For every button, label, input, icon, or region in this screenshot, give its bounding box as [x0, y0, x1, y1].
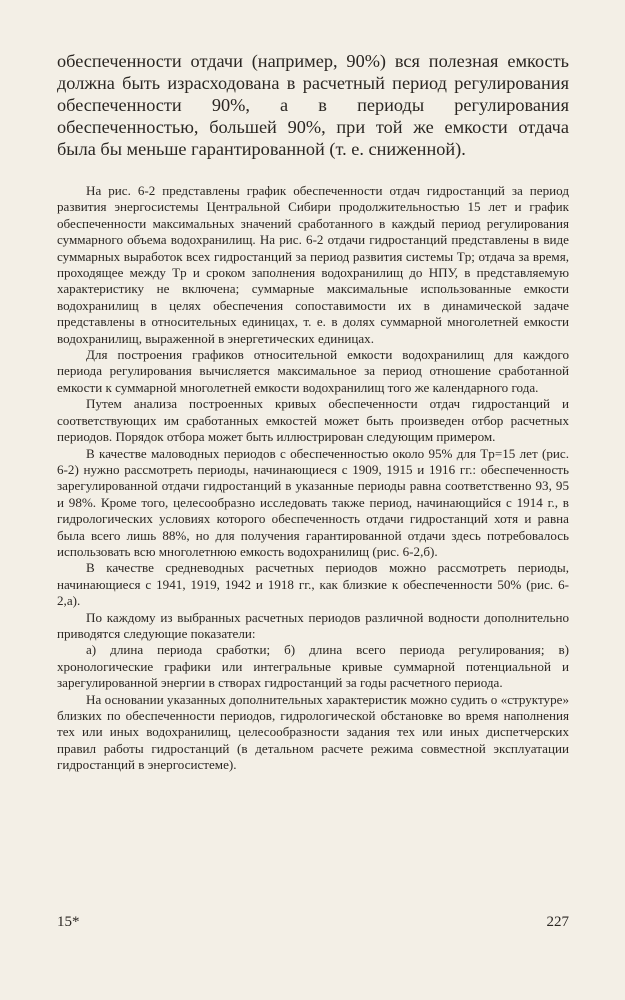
signature-mark: 15* [57, 914, 80, 930]
paragraph: На основании указанных дополнительных характеристик можно судить о «структуре» близких по обеспеченности периодов, гидрологической обстановке во время наполнения тех или иных водохранилищ, целесообразности задания тех или иных диспетчерских правил работы гидростанций (в детальном расчете режима совместной эксплуатации гидростанций в энергосистеме). [57, 691, 569, 773]
paragraph: На рис. 6-2 представлены график обеспеченности отдач гидростанций за период развития энергосистемы Центральной Сибири продолжительностью 15 лет и график обеспеченности максимальных значений сработанного в каждый период регулирования суммарного объема водохранилищ. На рис. 6-2 отдачи гидростанций представлены в виде суммарных выработок всех гидростанций за период развития системы Tр; отдача за время, проходящее между Tр и сроком заполнения водохранилищ до НПУ, в представляемую характеристику не включена; суммарные максимальные использованные емкости водохранилищ в целях обеспечения сопоставимости их в динамической задаче представлены в относительных единицах, т. е. в долях суммарной многолетней емкости водохранилищ, выраженной в энергетических единицах. [57, 183, 569, 346]
paragraph: Путем анализа построенных кривых обеспеченности отдач гидростанций и соответствующих им сработанных емкостей может быть произведен отбор расчетных периодов. Порядок отбора может быть иллюстрирован следующим примером. [57, 396, 569, 445]
paragraph: По каждому из выбранных расчетных периодов различной водности дополнительно приводятся следующие показатели: [57, 609, 569, 641]
page-footer [57, 914, 569, 931]
paragraph: Для построения графиков относительной емкости водохранилищ для каждого периода регулирования вычисляется максимальное за период отношение сработанной емкости к суммарной многолетней емкости водохранилищ того же календарного года. [57, 347, 569, 395]
list-paragraph: а) длина периода сработки; б) длина всего периода регулирования; в) хронологические графики или интегральные кривые суммарной потенциальной и зарегулированной энергии в створах гидростанций за годы расчетного периода. [57, 642, 569, 691]
paragraph: В качестве средневодных расчетных периодов можно рассмотреть периоды, начинающиеся с 1941, 1919, 1942 и 1918 гг., как близкие к обеспеченности 50% (рис. 6-2,а). [57, 560, 569, 609]
page-number: 227 [546, 914, 569, 930]
paragraph: В качестве маловодных периодов с обеспеченностью около 95% для Tр=15 лет (рис. 6-2) нужно рассмотреть периоды, начинающиеся с 1909, 1915 и 1916 гг.: обеспеченность зарегулированной отдачи гидростанций в указанные периоды равна соответственно 93, 95 и 98%. Кроме того, целесообразно исследовать также период, начинающийся с 1914 г., в гидрологических условиях которого обеспеченность отдачи гидростанций хотя и равна была всего лишь 88%, но для получения гарантированной отдачи здесь потребовалось использовать всю многолетнюю емкость водохранилищ (рис. 6-2,б). [57, 445, 569, 559]
page-body [57, 50, 569, 774]
intro-paragraph: обеспеченности отдачи (например, 90%) вся полезная емкость должна быть израсходована в расчетный период регулирования обеспеченности 90%, а в периоды регулирования обеспеченностью, большей 90%, при той же емкости отдача была бы меньше гарантированной (т. е. сниженной). [57, 51, 569, 159]
